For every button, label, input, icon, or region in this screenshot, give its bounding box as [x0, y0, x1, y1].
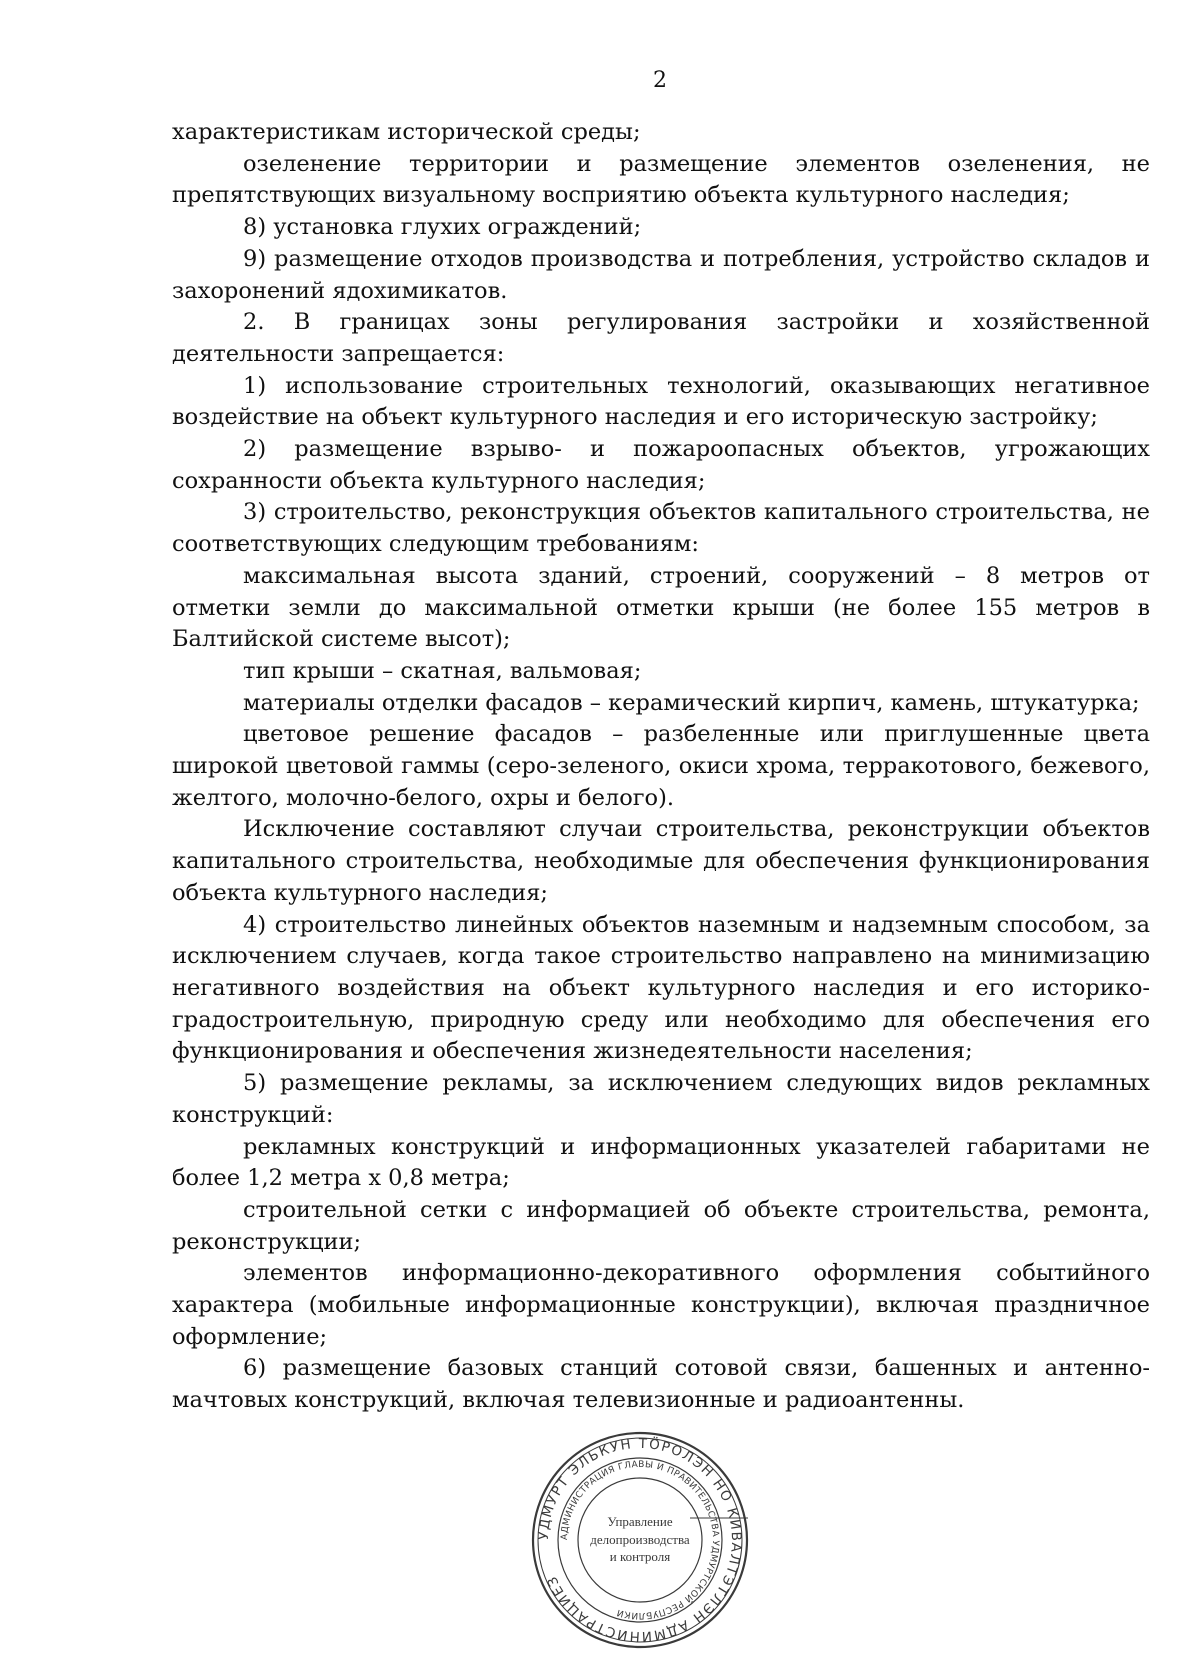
seal-center-line-1: Управление [607, 1514, 673, 1529]
paragraph: рекламных конструкций и информационных указателей габаритами не более 1,2 метра х 0,8 метра; [172, 1133, 1150, 1192]
seal-icon [520, 1428, 760, 1653]
seal-center-line-3: и контроля [609, 1549, 671, 1564]
paragraph: озеленение территории и размещение элементов озеленения, не препятствующих визуальному восприятию объекта культурного наследия; [172, 150, 1150, 209]
paragraph: характеристикам исторической среды; [172, 119, 641, 145]
seal-center-line-2: делопроизводства [590, 1532, 690, 1547]
paragraph: 9) размещение отходов производства и потребления, устройство складов и захоронений ядохимикатов. [172, 245, 1150, 304]
paragraph: тип крыши – скатная, вальмовая; [243, 657, 642, 684]
paragraph: цветовое решение фасадов – разбеленные или приглушенные цвета широкой цветовой гаммы (серо-зеленого, окиси хрома, терракотового, бежевого, желтого, молочно-белого, охры и белого). [172, 721, 1150, 811]
paragraph: Исключение составляют случаи строительства, реконструкции объектов капитального строительства, необходимые для обеспечения функционирования объекта культурного наследия; [172, 816, 1150, 906]
seal-outer-text: УДМУРТ ЭЛЬКУН ТӦРОЛЭН НО КИВАЛТЭТЛЭН АДМИНИСТРАЦИЕЗ [535, 1435, 745, 1645]
document-body [172, 117, 1150, 1417]
paragraph: 2. В границах зоны регулирования застройки и хозяйственной деятельности запрещается: [172, 309, 1150, 367]
paragraph: 4) строительство линейных объектов наземным и надземным способом, за исключением случаев, когда такое строительство направлено на минимизацию негативного воздействия на объект культурного наследия и его историко-градостроительную, природную среду или необходимо для обеспечения его функционирования и обеспечения жизнедеятельности населения; [172, 911, 1150, 1065]
paragraph: 2) размещение взрыво- и пожароопасных объектов, угрожающих сохранности объекта культурного наследия; [172, 436, 1150, 494]
paragraph: 5) размещение рекламы, за исключением следующих видов рекламных конструкций: [172, 1070, 1150, 1128]
paragraph: материалы отделки фасадов – керамический кирпич, камень, штукатурка; [243, 689, 1140, 716]
paragraph: 8) установка глухих ограждений; [243, 214, 642, 241]
paragraph: максимальная высота зданий, строений, сооружений – 8 метров от отметки земли до максимальной отметки крыши (не более 155 метров в Балтийской системе высот); [172, 562, 1150, 653]
paragraph: элементов информационно-декоративного оформления событийного характера (мобильные информационные конструкции), включая праздничное оформление; [172, 1260, 1150, 1350]
paragraph: 1) использование строительных технологий, оказывающих негативное воздействие на объект культурного наследия и его историческую застройку; [172, 372, 1150, 431]
seal-inner-text: АДМИНИСТРАЦИЯ ГЛАВЫ И ПРАВИТЕЛЬСТВА УДМУРТСКОЙ РЕСПУБЛИКИ [559, 1459, 721, 1621]
official-seal-stamp [520, 1428, 760, 1653]
paragraph: 3) строительство, реконструкция объектов капитального строительства, не соответствующих следующим требованиям: [172, 499, 1150, 558]
paragraph: 6) размещение базовых станций сотовой связи, башенных и антенно-мачтовых конструкций, включая телевизионные и радиоантенны. [172, 1355, 1150, 1414]
paragraph: строительной сетки с информацией об объекте строительства, ремонта, реконструкции; [172, 1196, 1150, 1255]
page-number: 2 [653, 68, 667, 93]
